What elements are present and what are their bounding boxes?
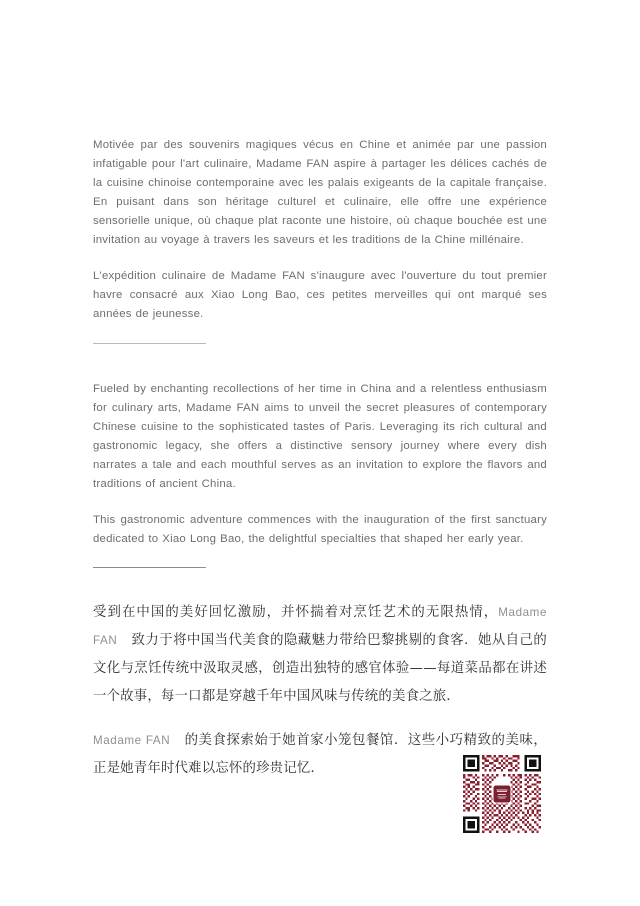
chinese-run-text-1b: 致力于将中国当代美食的隐藏魅力带给巴黎挑剔的食客．她从自己的文化与烹饪传统中汲取灵感，创造出独特的感官体验——每道菜品都在讲述一个故事，每一口都是穿越千年中国风味与传统的美食之旅． [93,633,547,704]
document-content [93,136,547,783]
qr-code[interactable] [462,755,542,833]
section-french [93,136,547,324]
english-paragraph-1: Fueled by enchanting recollections of her time in China and a relentless enthusiasm for culinary arts, Madame FAN aims to unveil the secret pleasures of contemporary Chinese cuisine to the sophisticated tastes of Paris. Leveraging its rich cultural and gastronomic legacy, she offers a distinctive sensory journey where every dish narrates a tale and each mouthful serves as an invitation to explore the flavors and traditions of ancient China. [93,383,547,490]
qr-center-logo [493,785,512,804]
french-paragraph-1: Motivée par des souvenirs magiques vécus en Chine et animée par une passion infatigable pour l'art culinaire, Madame FAN aspire à partager les délices cachés de la cuisine chinoise contemporaine avec les palais exigeants de la capitale française. En puisant dans son héritage culturel et culinaire, elle offre une expérience sensorielle unique, où chaque plat raconte une histoire, où chaque bouchée est une invitation au voyage à travers les saveurs et les traditions de la Chine millénaire. [93,139,547,246]
section-english [93,380,547,549]
chinese-run-text-2a: 的美食探索始于她首家小笼包餐馆．这些小巧精致的美味，正是她青年时代难以忘怀的珍贵记忆． [93,733,547,776]
english-paragraph-2: This gastronomic adventure commences with the inauguration of the first sanctuary dedicated to Xiao Long Bao, the delightful specialties that shaped her early year. [93,514,547,545]
qr-code-icon [462,755,542,833]
chinese-paragraph-1 [93,599,547,711]
spacer-english-chinese [93,568,547,599]
chinese-run-latin-1: Madame FAN [93,606,547,647]
chinese-run-text-1a: 受到在中国的美好回忆激励，并怀揣着对烹饪艺术的无限热情， [93,605,499,620]
french-paragraph-2: L'expédition culinaire de Madame FAN s'inaugure avec l'ouverture du tout premier havre consacré aux Xiao Long Bao, ces petites merveilles qui ont marqué ses années de jeunesse. [93,270,547,320]
spacer-french-english [93,344,547,380]
chinese-run-latin-2: Madame FAN [93,734,171,747]
